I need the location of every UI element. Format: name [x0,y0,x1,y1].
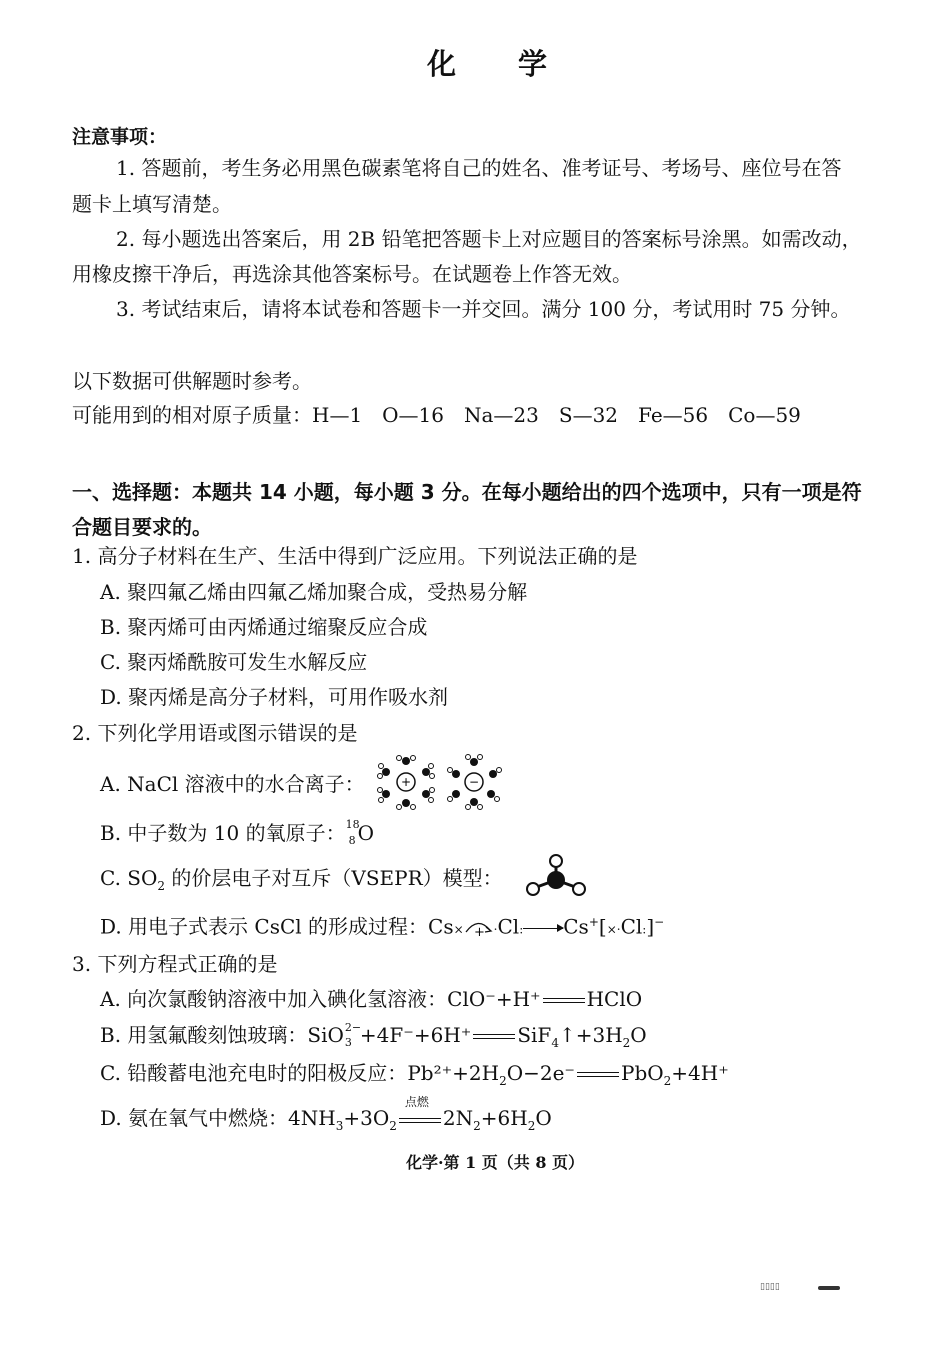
q3-d-rhs: 2N [442,1106,474,1130]
ignition-equals-sign [397,1094,443,1127]
q3-b-superscript: 2− [344,1020,362,1034]
q3-b-rhs-subscript: 4 [551,1036,559,1050]
q1-option-d: D. 聚丙烯是高分子材料，可用作吸水剂 [100,685,449,709]
q3-b-subscript: 3 [344,1035,352,1049]
reaction-arrow-icon [523,928,563,929]
q1-option-a: A. 聚四氟乙烯由四氟乙烯加聚合成，受热易分解 [100,580,528,604]
q3-b-lhs-part: SiO [307,1023,344,1047]
q3-d-rhs-part-3: O [535,1106,552,1130]
q3-d-rhs-part-2: +6H [480,1106,528,1130]
notes-heading: 注意事项： [72,126,168,148]
equals-sign-icon [471,1031,517,1043]
cl-atom-left: Cl [497,914,520,939]
reaction-condition: 点燃 [404,1094,429,1109]
q2-option-c-text-pre: C. SO [100,866,158,890]
q3-c-rhs-rest: +4H⁺ [671,1061,729,1085]
q3-d-rhs-subscript: 2 [473,1119,481,1133]
q1-option-c: C. 聚丙烯酰胺可发生水解反应 [100,650,368,674]
so2-vsepr-model-figure [524,852,588,898]
q3-option-d-text: D. 氨在氧气中燃烧： [100,1106,289,1130]
atomic-masses: 可能用到的相对原子质量：H—1 O—16 Na—23 S—32 Fe—56 Co—59 [72,403,801,427]
q3-b-rhs-subscript-2: 2 [622,1036,631,1050]
q2-option-b [100,817,374,847]
oxygen-isotope-notation [345,817,360,847]
q3-d-lhs-subscript: 3 [335,1119,344,1133]
q2-option-d: D. 用电子式表示 CsCl 的形成过程：Cs× + ·Cl: Cs+[×·Cl:]− [100,914,665,939]
q3-c-rhs-subscript: 2 [663,1074,672,1088]
equals-sign-icon [541,995,587,1007]
q3-option-c-text: C. 铅酸蓄电池充电时的阳极反应： [100,1061,408,1085]
section-heading-line-2: 合题目要求的。 [72,515,212,539]
q2-option-c-subscript: 2 [157,879,166,893]
page-title: 化 学 [426,47,574,81]
isotope-atomic-number: 8 [348,833,356,847]
reference-intro: 以下数据可供解题时参考。 [72,369,312,393]
section-heading-line-1: 一、选择题：本题共 14 小题，每小题 3 分。在每小题给出的四个选项中，只有一项是符 [72,480,862,504]
q3-d-rhs-subscript-2: 2 [527,1119,536,1133]
q3-option-b-text: B. 用氢氟酸刻蚀玻璃： [100,1023,308,1047]
q3-d-lhs-part-2: +3O [343,1106,390,1130]
q3-a-rhs: HClO [586,987,643,1011]
q3-b-rhs-part-3: O [630,1023,647,1047]
hydrated-cation-cluster [378,756,435,810]
q3-c-lhs-rest: O−2e⁻ [506,1061,575,1085]
q3-a-lhs: ClO⁻+H⁺ [447,987,541,1011]
cl-ion-right: Cl [620,914,643,939]
q3-option-a [100,989,642,1009]
q3-d-lhs: 4NH [288,1106,336,1130]
corner-watermark: ▯▯▯▯ [760,1282,780,1292]
anion-charge: − [468,775,480,789]
svg-text:+: + [473,925,485,939]
equals-sign-icon [397,1115,443,1127]
q3-stem: 3. 下列方程式正确的是 [72,952,278,976]
q3-c-lhs-subscript: 2 [499,1074,507,1088]
page-footer: 化学·第 1 页（共 8 页） [405,1153,585,1172]
isotope-symbol: O [357,821,374,845]
corner-bar [818,1286,840,1290]
hydrated-anion-cluster [448,755,502,810]
hydrated-ions-figure [376,752,506,812]
cs-ion-right: Cs [563,914,589,939]
q3-option-b [100,1020,647,1050]
q3-b-rhs-part: SiF [517,1023,552,1047]
q3-option-c [100,1063,729,1087]
note-item-3: 3. 考试结束后，请将本试卷和答题卡一并交回。满分 100 分，考试用时 75 分钟。 [116,297,851,321]
q3-b-rhs-part-2: ↑+3H [558,1023,623,1047]
q2-option-d-text: D. 用电子式表示 CsCl 的形成过程： [100,914,429,939]
q2-stem: 2. 下列化学用语或图示错误的是 [72,721,358,745]
q3-b-charge-stack [344,1020,362,1049]
note-item-2-line-1: 2. 每小题选出答案后，用 2B 铅笔把答题卡上对应题目的答案标号涂黑。如需改动， [116,227,862,251]
q2-option-c [100,868,503,892]
q3-c-rhs: PbO [621,1061,664,1085]
cs-atom-left: Cs [428,914,454,939]
equals-sign-icon [575,1069,621,1081]
q3-option-d [100,1094,552,1133]
q3-c-lhs: Pb²⁺+2H [407,1061,500,1085]
q2-option-c-text-post: 的价层电子对互斥（VSEPR）模型： [165,866,503,890]
cation-charge: + [400,775,412,789]
q3-b-lhs-rest: +4F⁻+6H⁺ [359,1023,472,1047]
q2-option-a: A. NaCl 溶液中的水合离子： [100,772,365,796]
q1-stem: 1. 高分子材料在生产、生活中得到广泛应用。下列说法正确的是 [72,544,638,568]
q3-d-lhs-subscript-2: 2 [389,1119,397,1133]
electron-transfer-curved-arrow-icon [464,918,494,938]
note-item-1-line-1: 1. 答题前，考生务必用黑色碳素笔将自己的姓名、准考证号、考场号、座位号在答 [116,156,842,180]
q1-option-b: B. 聚丙烯可由丙烯通过缩聚反应合成 [100,615,428,639]
q2-option-b-text: B. 中子数为 10 的氧原子： [100,821,346,845]
note-item-2-line-2: 用橡皮擦干净后，再选涂其他答案标号。在试题卷上作答无效。 [72,262,632,286]
q3-option-a-text: A. 向次氯酸钠溶液中加入碘化氢溶液： [100,987,448,1011]
isotope-mass-number: 18 [345,817,360,831]
note-item-1-line-2: 题卡上填写清楚。 [72,192,232,216]
